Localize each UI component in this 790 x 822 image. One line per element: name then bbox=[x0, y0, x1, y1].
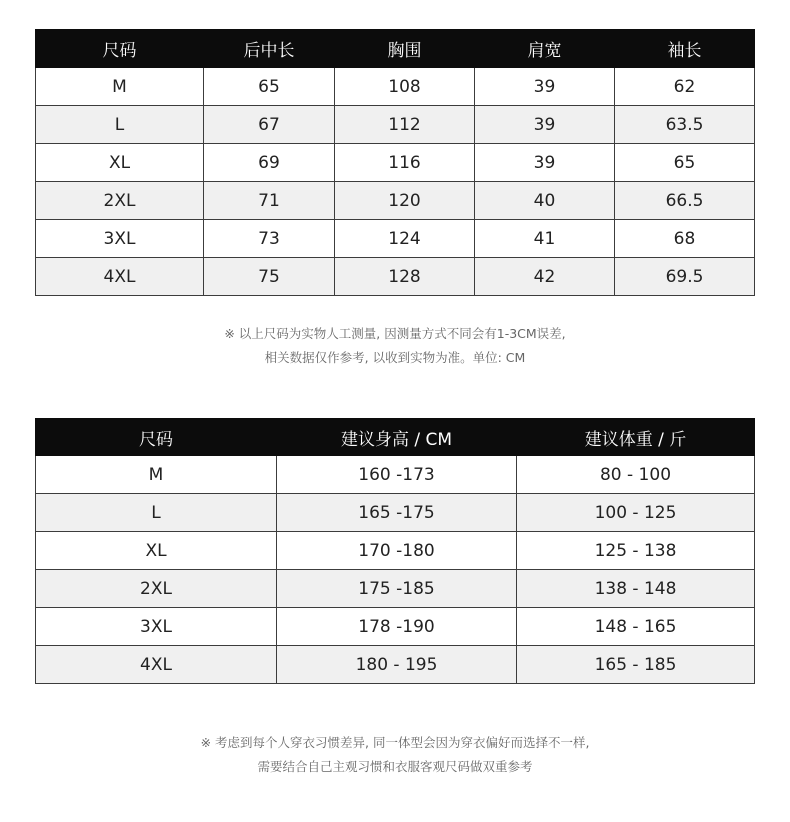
cell-weight: 165 - 185 bbox=[517, 646, 755, 684]
table-row bbox=[36, 570, 755, 608]
cell-chest: 124 bbox=[335, 220, 475, 258]
cell-size: 4XL bbox=[36, 258, 204, 296]
measurement-note bbox=[0, 322, 790, 370]
note-line: 相关数据仅作参考, 以收到实物为准。单位: CM bbox=[264, 350, 526, 365]
table-row bbox=[36, 106, 755, 144]
cell-size: M bbox=[36, 456, 277, 494]
cell-back-length: 65 bbox=[204, 68, 335, 106]
cell-weight: 148 - 165 bbox=[517, 608, 755, 646]
cell-back-length: 75 bbox=[204, 258, 335, 296]
table-row bbox=[36, 182, 755, 220]
cell-size: M bbox=[36, 68, 204, 106]
cell-weight: 125 - 138 bbox=[517, 532, 755, 570]
cell-size: L bbox=[36, 494, 277, 532]
cell-height: 175 -185 bbox=[277, 570, 517, 608]
note-line: ※ 考虑到每个人穿衣习惯差异, 同一体型会因为穿衣偏好而选择不一样, bbox=[200, 735, 590, 750]
cell-size: 2XL bbox=[36, 570, 277, 608]
cell-chest: 112 bbox=[335, 106, 475, 144]
cell-size: XL bbox=[36, 532, 277, 570]
header-size: 尺码 bbox=[36, 419, 277, 456]
cell-chest: 116 bbox=[335, 144, 475, 182]
note-line: ※ 以上尺码为实物人工测量, 因测量方式不同会有1-3CM误差, bbox=[224, 326, 566, 341]
header-weight: 建议体重 / 斤 bbox=[517, 419, 755, 456]
header-sleeve: 袖长 bbox=[615, 30, 755, 68]
fit-advice-note bbox=[0, 731, 790, 779]
table-row bbox=[36, 68, 755, 106]
cell-size: 3XL bbox=[36, 608, 277, 646]
cell-sleeve: 69.5 bbox=[615, 258, 755, 296]
table-header-row bbox=[36, 419, 755, 456]
cell-weight: 138 - 148 bbox=[517, 570, 755, 608]
cell-size: L bbox=[36, 106, 204, 144]
cell-shoulder: 39 bbox=[475, 144, 615, 182]
cell-shoulder: 40 bbox=[475, 182, 615, 220]
cell-chest: 108 bbox=[335, 68, 475, 106]
cell-weight: 100 - 125 bbox=[517, 494, 755, 532]
header-size: 尺码 bbox=[36, 30, 204, 68]
size-measurement-table bbox=[35, 29, 755, 296]
cell-height: 160 -173 bbox=[277, 456, 517, 494]
size-recommendation-table bbox=[35, 418, 755, 684]
cell-weight: 80 - 100 bbox=[517, 456, 755, 494]
header-chest: 胸围 bbox=[335, 30, 475, 68]
cell-shoulder: 39 bbox=[475, 106, 615, 144]
header-back-length: 后中长 bbox=[204, 30, 335, 68]
cell-size: XL bbox=[36, 144, 204, 182]
table-row bbox=[36, 220, 755, 258]
cell-back-length: 73 bbox=[204, 220, 335, 258]
cell-back-length: 71 bbox=[204, 182, 335, 220]
cell-chest: 128 bbox=[335, 258, 475, 296]
table-row bbox=[36, 144, 755, 182]
cell-sleeve: 63.5 bbox=[615, 106, 755, 144]
table-row bbox=[36, 258, 755, 296]
cell-sleeve: 68 bbox=[615, 220, 755, 258]
table-row bbox=[36, 532, 755, 570]
table-row bbox=[36, 646, 755, 684]
cell-back-length: 67 bbox=[204, 106, 335, 144]
cell-size: 3XL bbox=[36, 220, 204, 258]
cell-sleeve: 65 bbox=[615, 144, 755, 182]
cell-height: 165 -175 bbox=[277, 494, 517, 532]
cell-height: 180 - 195 bbox=[277, 646, 517, 684]
header-shoulder: 肩宽 bbox=[475, 30, 615, 68]
cell-shoulder: 39 bbox=[475, 68, 615, 106]
table-row bbox=[36, 494, 755, 532]
cell-height: 178 -190 bbox=[277, 608, 517, 646]
cell-sleeve: 62 bbox=[615, 68, 755, 106]
table-row bbox=[36, 456, 755, 494]
cell-shoulder: 42 bbox=[475, 258, 615, 296]
cell-height: 170 -180 bbox=[277, 532, 517, 570]
cell-size: 2XL bbox=[36, 182, 204, 220]
table-header-row bbox=[36, 30, 755, 68]
cell-sleeve: 66.5 bbox=[615, 182, 755, 220]
table-row bbox=[36, 608, 755, 646]
header-height: 建议身高 / CM bbox=[277, 419, 517, 456]
cell-back-length: 69 bbox=[204, 144, 335, 182]
cell-shoulder: 41 bbox=[475, 220, 615, 258]
cell-size: 4XL bbox=[36, 646, 277, 684]
cell-chest: 120 bbox=[335, 182, 475, 220]
note-line: 需要结合自己主观习惯和衣服客观尺码做双重参考 bbox=[257, 759, 533, 774]
